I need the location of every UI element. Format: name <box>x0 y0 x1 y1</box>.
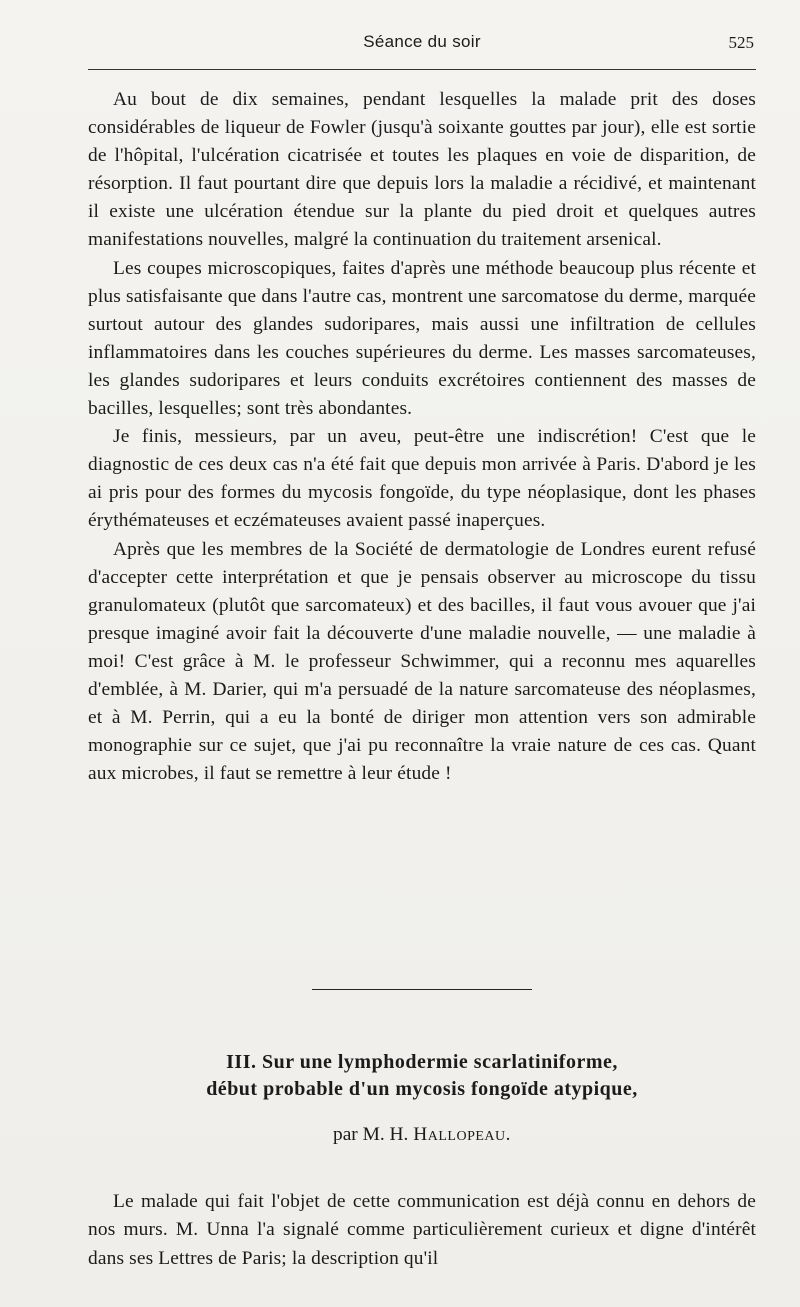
section-body <box>88 1188 756 1273</box>
section-title-line-2: début probable d'un mycosis fongoïde atypique, <box>206 1078 638 1100</box>
section-divider <box>312 989 532 990</box>
running-header <box>88 32 756 58</box>
section-title <box>88 1049 756 1103</box>
page-number: 525 <box>728 33 754 52</box>
author-byline <box>88 1124 756 1146</box>
byline-author: Hallopeau. <box>413 1124 511 1145</box>
running-title: Séance du soir <box>363 32 481 51</box>
byline-prefix: par M. H. <box>333 1124 409 1145</box>
paragraph: Après que les membres de la Société de dermatologie de Londres eurent refusé d'accepter cette interprétation et que je pensais observer au microscope du tissu granulomateux (plutôt que sarcomateux) et des bacilles, il faut vous avouer que j'ai presque imaginé avoir fait la découverte d'une maladie nouvelle, — une maladie à moi! C'est grâce à M. le professeur Schwimmer, qui a reconnu mes aquarelles d'emblée, à M. Darier, qui m'a persuadé de la nature sarcomateuse des néoplasmes, et à M. Perrin, qui a eu la bonté de diriger mon attention vers son admirable monographie sur ce sujet, que j'ai pu reconnaître la vraie nature de ces cas. Quant aux microbes, il faut se remettre à leur étude ! <box>88 538 756 785</box>
paragraph: Les coupes microscopiques, faites d'après une méthode beaucoup plus récente et plus satisfaisante que dans l'autre cas, montrent une sarcomatose du derme, marquée surtout autour des glandes sudoripares, mais aussi une infiltration de cellules inflammatoires dans les couches supérieures du derme. Les masses sarcomateuses, les glandes sudoripares et leurs conduits excrétoires contiennent des masses de bacilles, lesquelles; sont très abondantes. <box>88 257 756 420</box>
paragraph: Le malade qui fait l'objet de cette communication est déjà connu en dehors de nos murs. M. Unna l'a signalé comme particulièrement curieux et digne d'intérêt dans ses Lettres de Paris; la description qu'il <box>88 1191 756 1269</box>
section-title-line-1: III. Sur une lymphodermie scarlatiniforme, <box>226 1051 618 1073</box>
body-text <box>88 86 756 788</box>
paragraph: Au bout de dix semaines, pendant lesquelles la malade prit des doses considérables de liqueur de Fowler (jusqu'à soixante gouttes par jour), elle est sortie de l'hôpital, l'ulcération cicatrisée et toutes les plaques en voie de disparition, de résorption. Il faut pourtant dire que depuis lors la maladie a récidivé, et maintenant il existe une ulcération étendue sur la plante du pied droit et quelques autres manifestations nouvelles, malgré la continuation du traitement arsenical. <box>88 89 756 251</box>
header-rule <box>88 69 756 70</box>
paragraph: Je finis, messieurs, par un aveu, peut-être une indiscrétion! C'est que le diagnostic de ces deux cas n'a été fait que depuis mon arrivée à Paris. D'abord je les ai pris pour des formes du mycosis fongoïde, du type néoplasique, dont les phases érythémateuses et eczémateuses avaient passé inaperçues. <box>88 426 756 532</box>
